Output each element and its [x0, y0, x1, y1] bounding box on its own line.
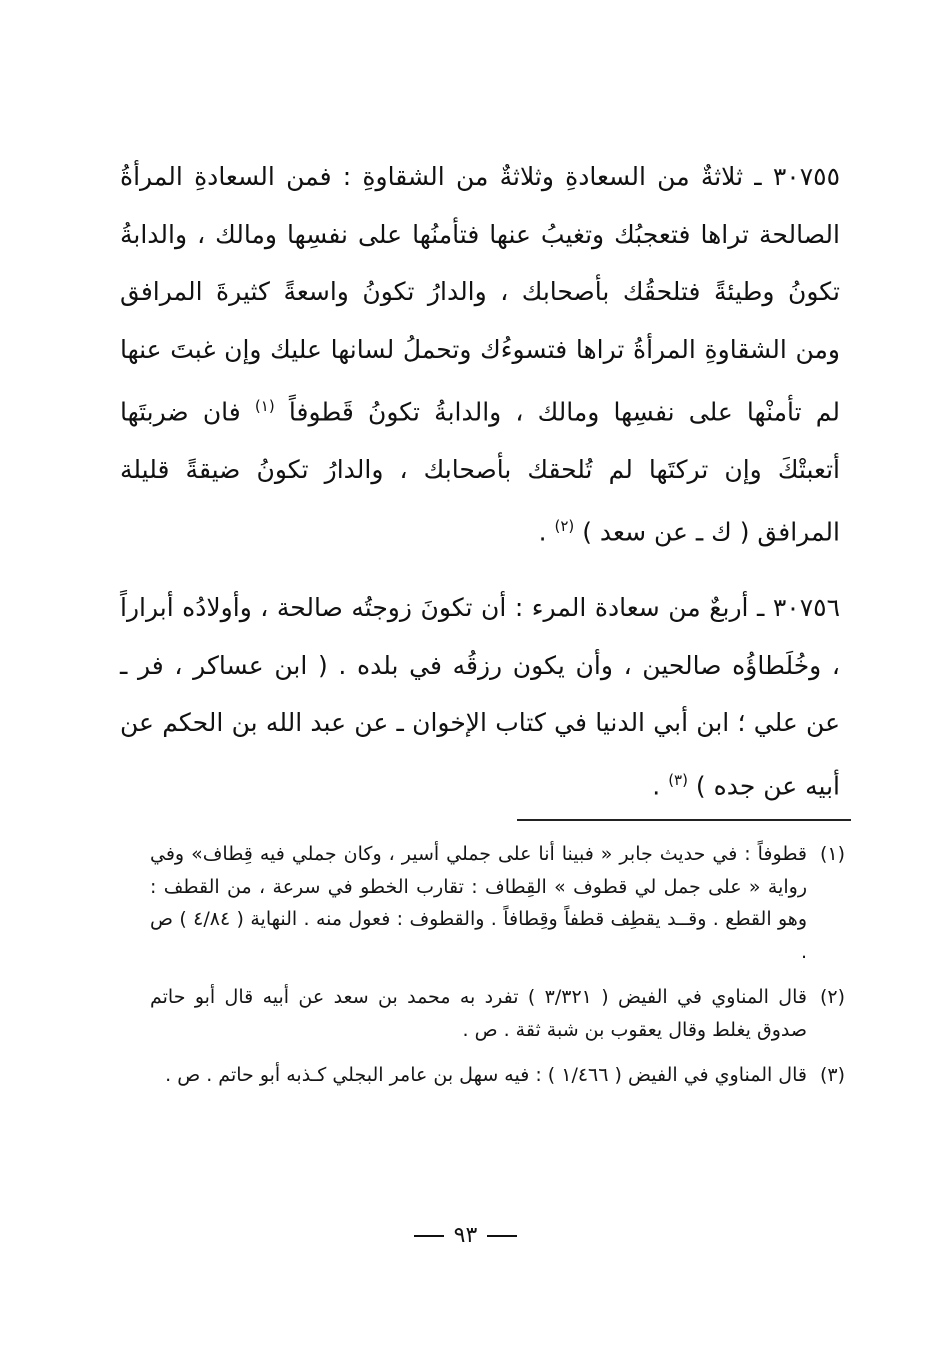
dash-right — [487, 1235, 517, 1237]
footnote-marker: (٢) — [819, 986, 845, 1008]
hadith-number: ٣٠٧٥٦ — [772, 593, 840, 623]
hadith-30756 — [120, 579, 840, 814]
footnote-text: قال المناوي في الفيض ( ٣/٣٢١ ) تفرد به محمد بن سعد عن أبيه قال أبو حاتم صدوق يغلط وقال يعقوب بن شبة ثقة . ص . — [150, 986, 807, 1041]
footnote-ref: (٢) — [554, 517, 575, 536]
hadith-text-continued: فان ضربتَها أتعبتْكَ وإن تركتَها لم تُلحقك بأصحابك ، والدارُ تكونُ ضيقةً قليلة المرافق ( ك ـ عن سعد ) — [120, 397, 840, 547]
footnote-2 — [150, 981, 845, 1046]
footnote-marker: (١) — [819, 843, 845, 865]
footnote-text: قطوفاً : في حديث جابر « فبينا أنا على جملي أسير ، وكان جملي فيه قِطاف» وفي رواية « على جمل لي قطوف » القِطاف : تقارب الخطو في سرعة ، من القطف : وهو القطع . وقــد يقطِف قطفاً وقِطافاً . والقطوف : فعول منه . النهاية ( ٤/٨٤ ) ص . — [150, 843, 807, 963]
footnote-ref: (٣) — [668, 770, 688, 789]
hadith-ending: . — [538, 517, 547, 547]
hadith-text: ـ ثلاثةٌ من السعادةِ وثلاثةٌ من الشقاوةِ : فمن السعادةِ المرأةُ الصالحة تراها فتعجبُك وتغيبُ عنها فتأمنُها على نفسِها ومالك ، والدابةُ تكونُ وطيئةً فتلحقُك بأصحابك ، والدارُ تكونُ واسعةً كثيرةَ المرافق ومن الشقاوةِ المرأةُ تراها فتسوءُك وتحملُ لسانها عليك وإن غبتَ عنها لم تأمنْها على نفسِها ومالك ، والدابةُ تكونُ قَطوفاً — [120, 162, 840, 427]
footnote-marker: (٣) — [819, 1064, 845, 1086]
hadith-30755 — [120, 148, 840, 561]
hadith-ending: . — [652, 770, 661, 800]
main-text — [120, 148, 840, 814]
page-number-value: ٩٣ — [453, 1223, 478, 1248]
footnote-text: قال المناوي في الفيض ( ١/٤٦٦ ) : فيه سهل بن عامر البجلي كـذبه أبو حاتم . ص . — [165, 1064, 807, 1086]
hadith-number: ٣٠٧٥٥ — [772, 162, 840, 191]
page-number — [0, 1221, 931, 1251]
footnote-3 — [150, 1059, 845, 1092]
footnote-1 — [150, 838, 845, 968]
dash-left — [414, 1235, 444, 1237]
footnotes — [150, 838, 845, 1092]
footnote-divider — [517, 819, 851, 821]
hadith-text: ـ أربعٌ من سعادة المرء : أن تكونَ زوجتُه صالحة ، وأولادُه أبراراً ، وخُلَطاؤُه صالحين ، وأن يكون رزقُه في بلده . ( ابن عساكر ، فر ـ عن علي ؛ ابن أبي الدنيا في كتاب الإخوان ـ عن عبد الله بن الحكم عن أبيه عن جده ) — [120, 593, 840, 800]
footnote-ref: (١) — [254, 397, 275, 415]
